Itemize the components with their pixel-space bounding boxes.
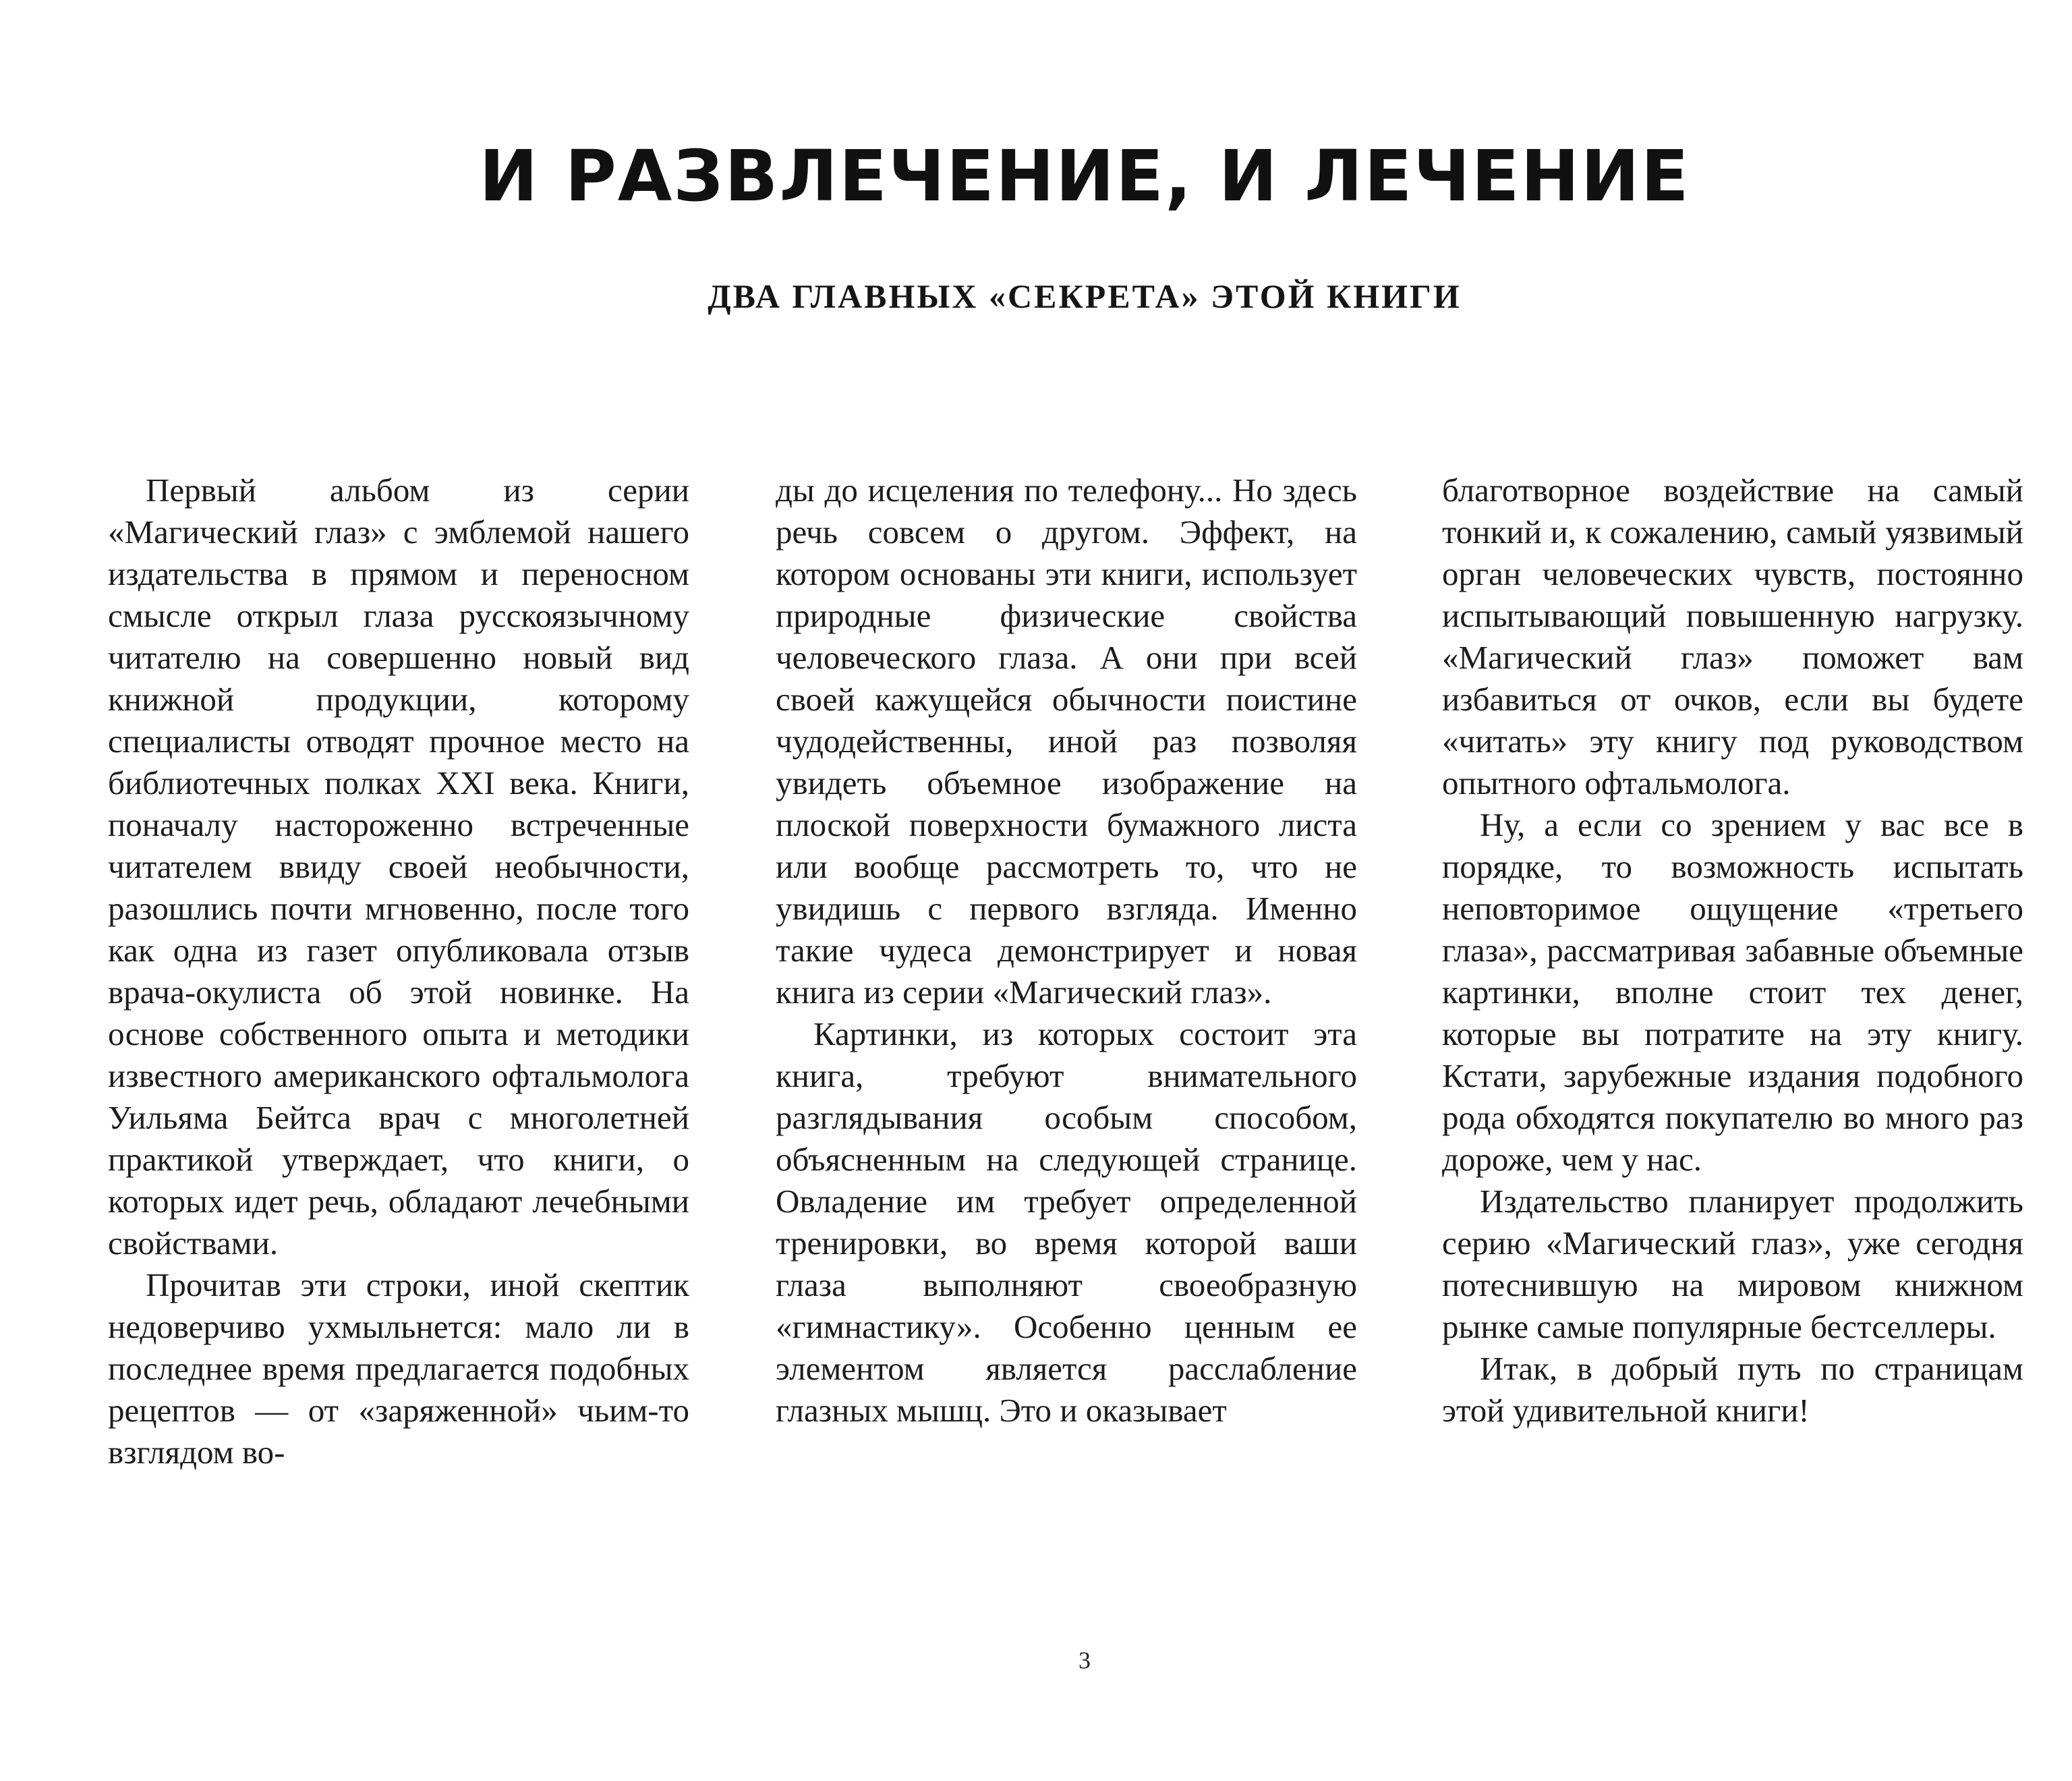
paragraph: Прочитав эти строки, иной скептик недоверчиво ухмыльнется: мало ли в последнее время предлагается подобных рецептов — от «заряженной» чьим-то взглядом во- [108,1266,689,1471]
page-subtitle: ДВА ГЛАВНЫХ «СЕКРЕТА» ЭТОЙ КНИГИ [708,277,1462,315]
paragraph: Ну, а если со зрением у вас все в порядке, то возможность испытать неповторимое ощущение «третьего глаза», рассматривая забавные объемные картинки, вполне стоит тех денег, которые вы потратите на эту книгу. Кстати, зарубежные издания подобного рода обходятся покупателю во много раз дороже, чем у нас. [1442,806,2023,1178]
paragraph: Итак, в добрый путь по страницам этой удивительной книги! [1442,1350,2023,1429]
paragraph: благотворное воздействие на самый тонкий и, к сожалению, самый уязвимый орган человеческих чувств, постоянно испытывающий повышенную нагрузку. «Магический глаз» поможет вам избавиться от очков, если вы будете «читать» эту книгу под руководством опытного офтальмолога. [1442,472,2023,801]
paragraph: Первый альбом из серии «Магический глаз» с эмблемой нашего издательства в прямом и переносном смысле открыл глаза русскоязычному читателю на совершенно новый вид книжной продукции, которому специалисты отводят прочное место на библиотечных полках XXI века. Книги, поначалу настороженно встреченные читателем ввиду своей необычности, разошлись почти мгновенно, после того как одна из газет опубликовала отзыв врача-окулиста об этой новинке. На основе собственного опыта и методики известного американского офтальмолога Уильяма Бейтса врач с многолетней практикой утверждает, что книги, о которых идет речь, обладают лечебными свойствами. [108,472,689,1262]
text-column-1 [108,470,689,1473]
text-column-3 [1442,470,2023,1432]
paragraph: Картинки, из которых состоит эта книга, требуют внимательного разглядывания особым способом, объясненным на следующей странице. Овладение им требует определенной тренировки, во время которой ваши глаза выполняют своеобразную «гимнастику». Особенно ценным ее элементом является расслабление глазных мышц. Это и оказывает [776,1015,1357,1429]
paragraph: ды до исцеления по телефону... Но здесь речь совсем о другом. Эффект, на котором основаны эти книги, использует природные физические свойства человеческого глаза. А они при всей своей кажущейся обычности поистине чудодейственны, иной раз позволяя увидеть объемное изображение на плоской поверхности бумажного листа или вообще рассмотреть то, что не увидишь с первого взгляда. Именно такие чудеса демонстрирует и новая книга из серии «Магический глаз». [776,472,1357,1011]
text-column-2 [776,470,1357,1432]
page-title: И РАЗВЛЕЧЕНИЕ, И ЛЕЧЕНИЕ [479,135,1690,217]
page-number: 3 [1078,1647,1091,1674]
paragraph: Издательство планирует продолжить серию «Магический глаз», уже сегодня потеснившую на мировом книжном рынке самые популярные бестселлеры. [1442,1183,2023,1345]
